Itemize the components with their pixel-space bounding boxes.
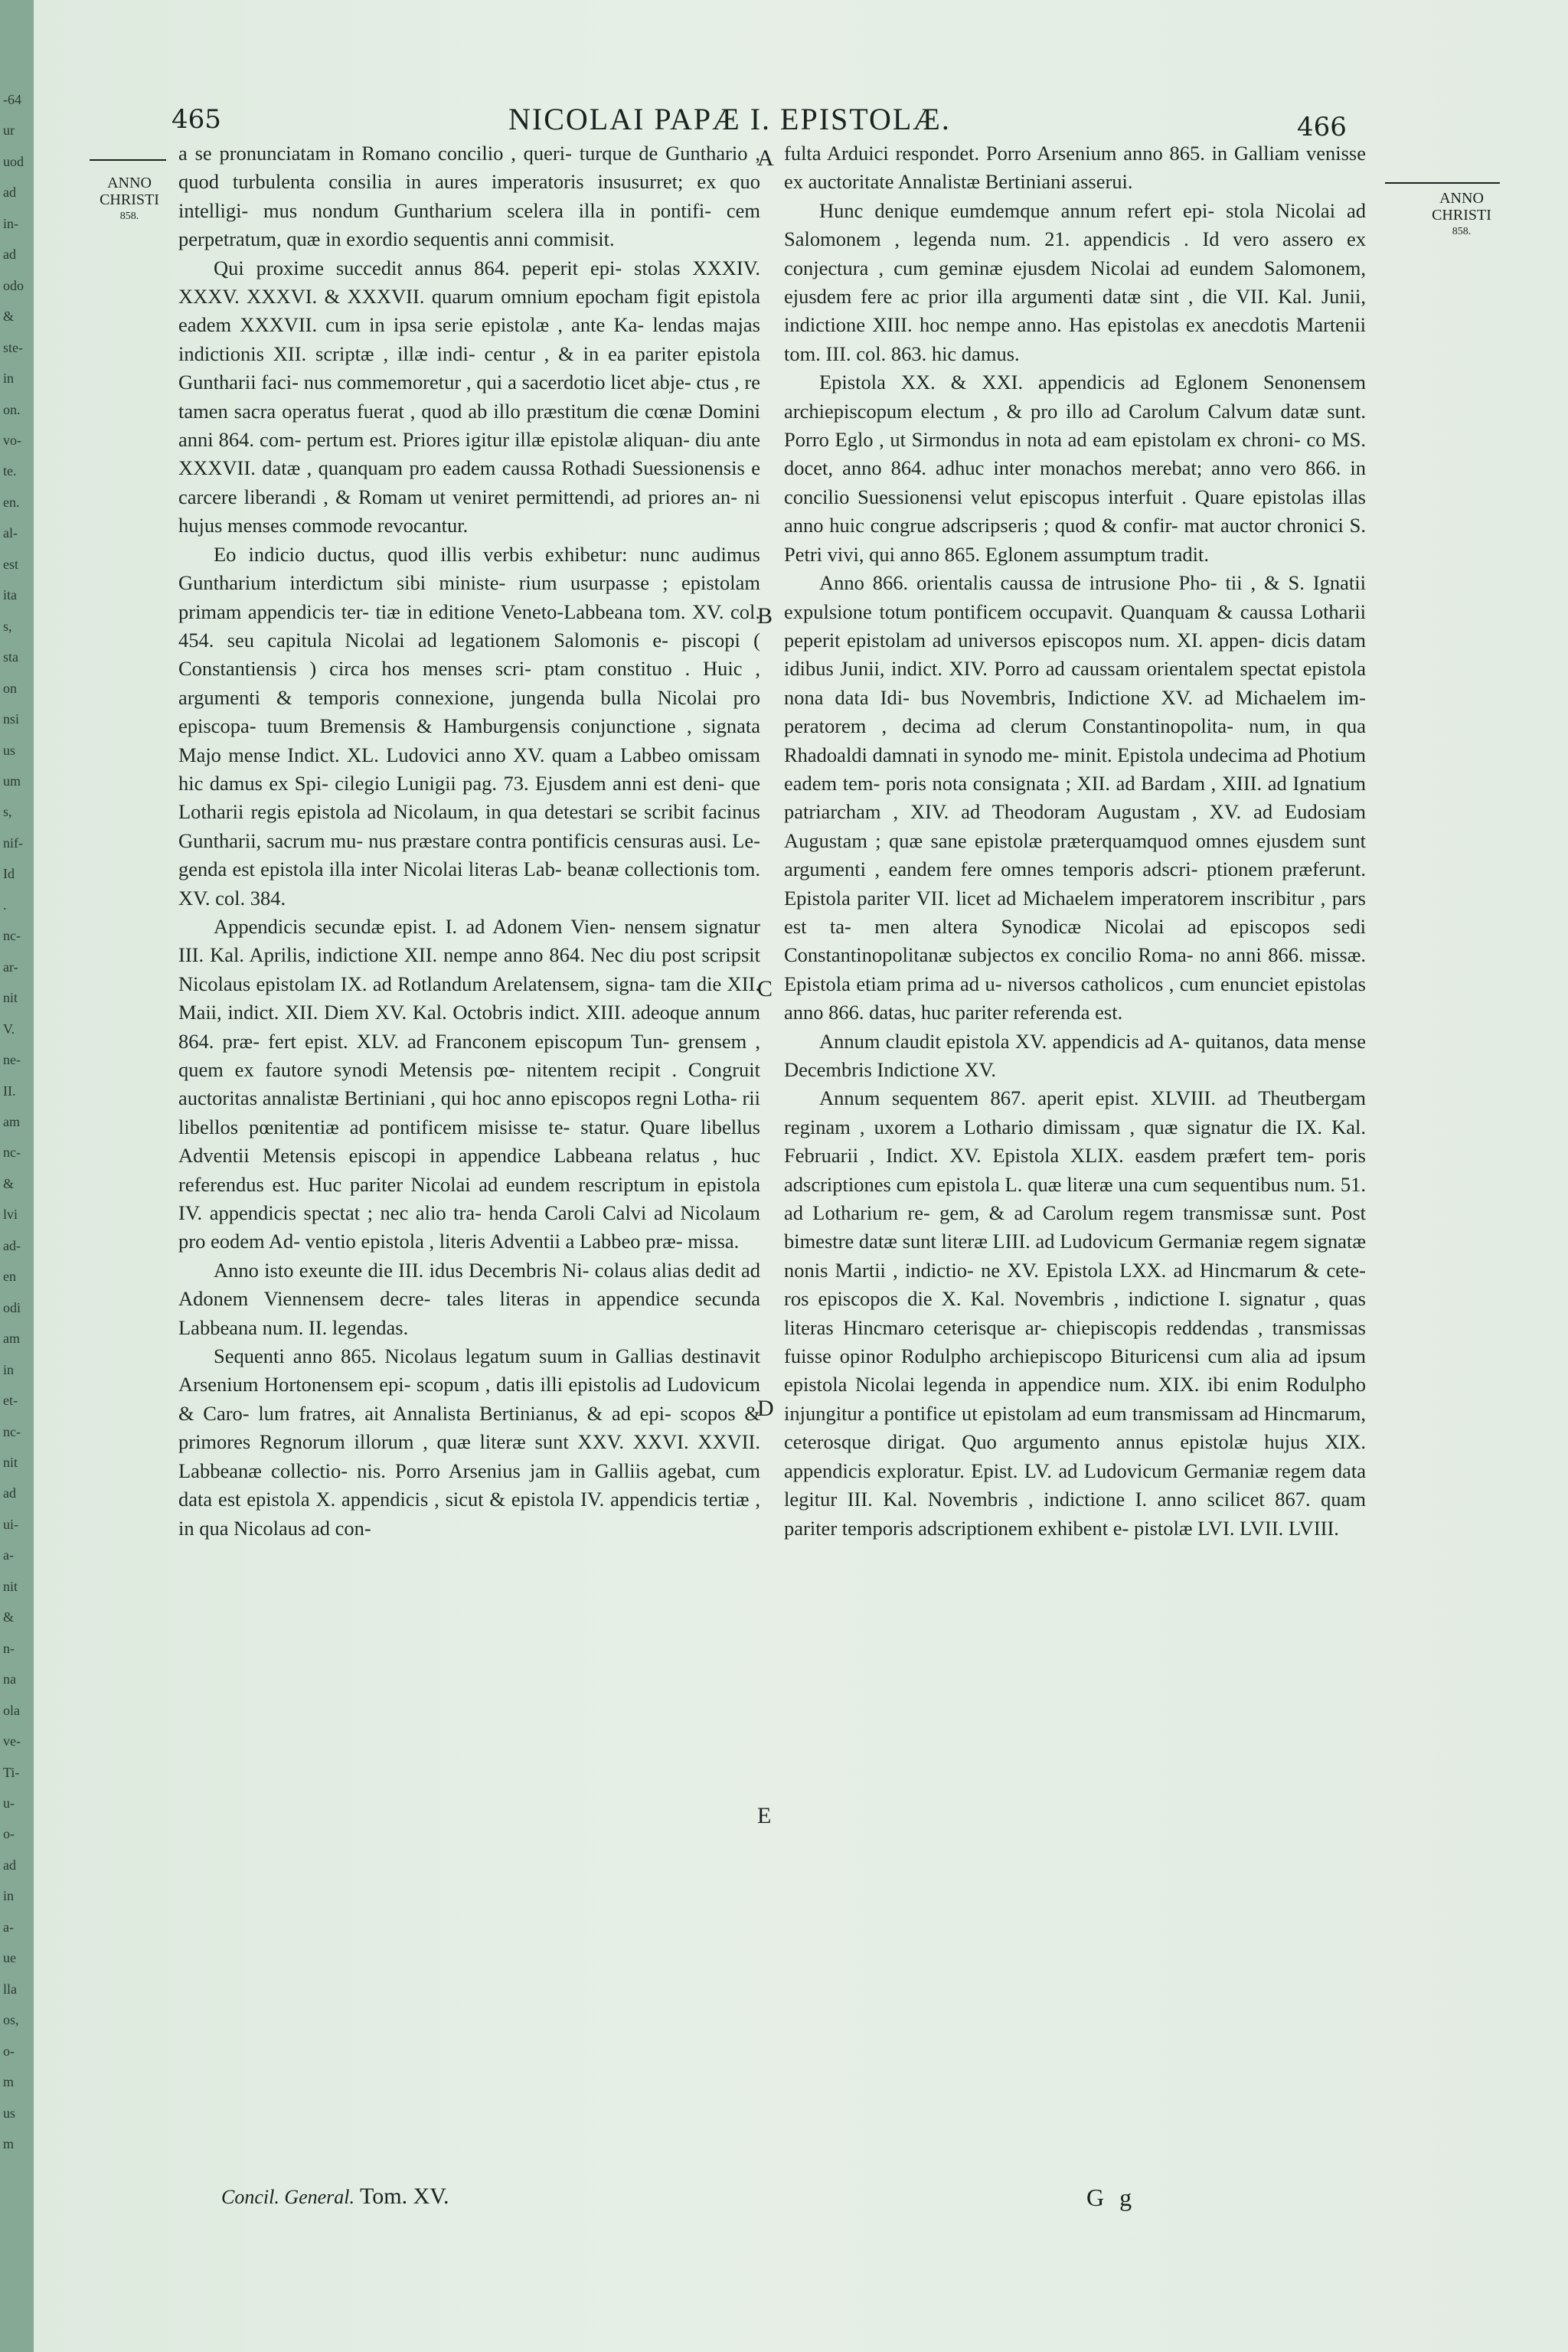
adjacent-page-fragment: Ti- bbox=[3, 1765, 20, 1780]
adjacent-page-strip bbox=[0, 0, 34, 2352]
book-page bbox=[34, 0, 1568, 2352]
paragraph: Appendicis secundæ epist. I. ad Adonem Vien- nensem signatur III. Kal. Aprilis, indictione XII. nempe anno 864. Nec diu post scripsit Nicolaus epistolam IX. ad Rotlandum Arelatensem, signa- tam die XII. Maii, indict. XII. Diem XV. Kal. Octobris indict. XIII. adeoque annum 864. præ- fert epist. XLV. ad Franconem episcopum Tun- grensem , quem ex fautore synodi Metensis pœ- nitentem recipit . Congruit auctoritas annalistæ Bertiniani , qui hoc anno episcopos regni Lotha- rii libellos pœnitentiæ ad pontificem misisse te- statur. Quare libellus Adventii Metensis episcopi in appendice Labbeana relatus , huc referendus est. Huc pariter Nicolai ad eundem rescriptum in epistola IV. appendicis spectat ; nec alio tra- henda Caroli Calvi ad Nicolaum pro eodem Ad- ventio epistola , literis Adventii a Labbeo præ- missa. bbox=[178, 914, 760, 1253]
page-title: NICOLAI PAPÆ I. EPISTOLÆ. bbox=[508, 102, 951, 136]
adjacent-page-fragment: m bbox=[3, 2136, 15, 2151]
adjacent-page-fragment: os, bbox=[3, 2012, 19, 2027]
adjacent-page-fragment: en bbox=[3, 1269, 16, 1284]
section-mark-e: E bbox=[757, 1803, 772, 1828]
adjacent-page-fragment: V. bbox=[3, 1021, 15, 1037]
adjacent-page-fragment: in bbox=[3, 1888, 15, 1903]
adjacent-page-fragment: Id bbox=[3, 866, 15, 881]
adjacent-page-fragment: & bbox=[3, 309, 15, 324]
adjacent-page-fragment: a- bbox=[3, 1919, 14, 1935]
adjacent-page-fragment: II. bbox=[3, 1083, 16, 1099]
right-column bbox=[784, 139, 1366, 1543]
paragraph: fulta Arduici respondet. Porro Arsenium anno 865. in Galliam venisse ex auctoritate Annalistæ Bertiniani asserui. bbox=[784, 142, 1366, 194]
adjacent-page-fragment: uod bbox=[3, 154, 24, 169]
margin-label-christi: CHRISTI bbox=[100, 191, 159, 208]
paragraph: a se pronunciatam in Romano concilio , queri- turque de Gunthario , quod turbulenta consilia in aures imperatoris insusurret; ex quo intelligi- mus nondum Guntharium scelera illa in pontifi- cem perpetratum, quæ in exordio sequentis anni commisit. bbox=[178, 142, 760, 251]
adjacent-page-fragment: -64 bbox=[3, 92, 21, 107]
adjacent-page-fragment: sta bbox=[3, 649, 18, 665]
adjacent-page-fragment: nit bbox=[3, 990, 18, 1005]
adjacent-page-fragment: us bbox=[3, 743, 16, 758]
adjacent-page-fragment: lla bbox=[3, 1981, 17, 1997]
adjacent-page-fragment: ad bbox=[3, 247, 16, 262]
adjacent-page-fragment: ve- bbox=[3, 1733, 21, 1749]
adjacent-page-fragment: nc- bbox=[3, 1424, 21, 1439]
margin-label-anno: ANNO bbox=[107, 175, 152, 191]
header-rule-left bbox=[90, 159, 166, 161]
adjacent-page-fragment: s, bbox=[3, 619, 12, 634]
adjacent-page-fragment: vo- bbox=[3, 433, 21, 448]
paragraph: Anno isto exeunte die III. idus Decembris Ni- colaus alias dedit ad Adonem Viennensem decre- tales literas in appendice secunda Labbeana num. II. legendas. bbox=[178, 1258, 760, 1339]
adjacent-page-fragment: ad bbox=[3, 1485, 16, 1501]
section-mark-c: C bbox=[757, 976, 773, 1001]
adjacent-page-fragment: in- bbox=[3, 216, 18, 231]
left-page-number: 465 bbox=[172, 104, 221, 135]
footer-citation-volume: Tom. XV. bbox=[360, 2184, 449, 2209]
adjacent-page-fragment: ar- bbox=[3, 959, 18, 975]
adjacent-page-fragment: nit bbox=[3, 1579, 18, 1594]
paragraph: Anno 866. orientalis caussa de intrusione Pho- tii , & S. Ignatii expulsione totum pontificem occupavit. Quanquam & caussa Lotharii peperit epistolam ad universos episcopos num. XI. appen- dicis datam idibus Junii, indict. XIV. Porro ad caussam orientalem spectat epistola nona data Idi- bus Novembris, Indictione XV. ad Michaelem im- peratorem , decima ad clerum Constantinopolita- num, in qua Rhadoaldi damnati in synodo me- minit. Epistola undecima ad Photium eadem tem- poris nota consignata ; XII. ad Bardam , XIII. ad Ignatium patriarcham , XIV. ad Theodoram Augustam , XV. ad Eudosiam Augustam ; quæ sane epistolæ præterquamquod omnes ejusdem sunt argumenti , eandem fere omnes temporis adscri- ptionem præferunt. Epistola pariter VII. licet ad Michaelem imperatorem inscribitur , pars est ta- men altera Synodicæ Nicolai ad episcopos sedi Constantinopolitanæ subjectos ex concilio Roma- no anni 866. missæ. Epistola etiam prima ad u- niversos catholicos , cum enunciet epistolas anno 866. datas, huc pariter referenda est. bbox=[784, 571, 1366, 1024]
adjacent-page-fragment: odi bbox=[3, 1300, 21, 1315]
adjacent-page-fragment: ne- bbox=[3, 1052, 21, 1067]
paragraph: Sequenti anno 865. Nicolaus legatum suum in Gallias destinavit Arsenium Hortonensem epi- scopum , datis illi epistolis ad Ludovicum & Caro- lum fratres, ait Annalista Bertinianus, & ad epi- scopos & primores Regnorum illorum , quæ literæ sunt XXV. XXVI. XXVII. Labbeanæ collectio- nis. Porro Arsenius jam in Galliis agebat, cum data est epistola X. appendicis , sicut & epistola IV. appendicis tertiæ , in qua Nicolaus ad con- bbox=[178, 1344, 760, 1540]
adjacent-page-fragment: ue bbox=[3, 1950, 16, 1965]
margin-year: 858. bbox=[119, 211, 139, 222]
adjacent-page-fragment: ola bbox=[3, 1703, 20, 1718]
adjacent-page-fragment: us bbox=[3, 2105, 16, 2121]
adjacent-page-fragment: ita bbox=[3, 587, 17, 603]
paragraph: Epistola XX. & XXI. appendicis ad Eglonem Senonensem archiepiscopum electum , & pro illo ad Carolum Calvum datæ sunt. Porro Eglo , ut Sirmondus in nota ad eam epistolam ex chroni- co MS. docet, anno 864. adhuc inter monachos merebat; anno vero 866. in concilio Suessionensi velut episcopus interfuit . Quare epistolas illas anno huic congrue adscripseris ; quod & confir- mat auctor chronici S. Petri vivi, qui anno 865. Eglonem assumptum tradit. bbox=[784, 371, 1366, 566]
footer-citation-italic: Concil. General. bbox=[221, 2186, 355, 2208]
adjacent-page-fragment: odo bbox=[3, 278, 24, 293]
margin-year-right bbox=[1419, 190, 1504, 240]
adjacent-page-fragment: nc- bbox=[3, 1145, 21, 1160]
adjacent-page-fragment: o- bbox=[3, 2043, 15, 2059]
header-rule-right bbox=[1385, 182, 1500, 184]
paragraph: Qui proxime succedit annus 864. peperit epi- stolas XXXIV. XXXV. XXXVI. & XXXVII. quarum omnium epocham figit epistola eadem XXXVII. cum in ipsa serie epistolæ , ante Ka- lendas majas indictionis XII. scriptæ , illæ indi- centur , & in ea pariter epistola Guntharii faci- nus commemoretur , qui a sacerdotio licet abje- ctus , re tamen sacra operatus fuerat , quod ab illo præstitum die cœnæ Domini anni 864. com- pertum est. Priores igitur illæ epistolæ aliquan- diu ante XXXVII. datæ , quanquam pro eadem caussa Rothadi Suessionensis e carcere liberandi , & Romam ut veniret permittendi, ad priores an- ni hujus menses commode revocantur. bbox=[178, 256, 760, 537]
adjacent-page-fragment: en. bbox=[3, 495, 20, 510]
signature-mark: G g bbox=[1086, 2184, 1137, 2211]
adjacent-page-fragment: nc- bbox=[3, 928, 21, 943]
margin-year-left bbox=[87, 175, 172, 225]
paragraph: Eo indicio ductus, quod illis verbis exhibetur: nunc audimus Guntharium interdictum sibi ministe- rium usurpasse ; epistolam primam appendicis ter- tiæ in editione Veneto-Labbeana tom. XV. col. 454. seu capitula Nicolai ad legationem Salomonis e- piscopi ( Constantiensis ) circa hos menses scri- ptam constituo . Huic , argumenti & temporis connexione, jungenda bulla Nicolai pro episcopa- tuum Bremensis & Hamburgensis conjunctione , signata Majo mense Indict. XL. Ludovici anno XV. quam a Labbeo omissam hic damus ex Spi- cilegio Lunigii pag. 73. Ejusdem anni est deni- que Lotharii regis epistola ad Nicolaum, in qua detestari se scribit facinus Guntharii, sacrum mu- nus præstare contra pontificis censuras ausi. Le- genda est epistola illa inter Nicolai literas Lab- beanæ collectionis tom. XV. col. 384. bbox=[178, 542, 760, 910]
adjacent-page-fragment: on bbox=[3, 681, 17, 696]
adjacent-page-fragment: ad bbox=[3, 1857, 16, 1873]
adjacent-page-fragment: et- bbox=[3, 1393, 18, 1408]
adjacent-page-fragment: ad bbox=[3, 185, 16, 200]
adjacent-page-fragment: am bbox=[3, 1114, 20, 1129]
paragraph: Annum sequentem 867. aperit epist. XLVIII. ad Theutbergam reginam , uxorem a Lothario dimissam , quæ signatur die IX. Kal. Februarii , Indict. XV. Epistola XLIX. easdem præfert tem- poris adscriptiones cum epistola L. quæ literæ una cum sequentibus num. 51. ad Lotharium re- gem, & ad Carolum regem transmissæ sunt. Post bimestre datæ sunt literæ LIII. ad Ludovicum Germaniæ regem signatæ nonis Martii , indictio- ne XV. Epistola LXX. ad Hincmarum & cete- ros episcopos die X. Kal. Novembris , indictione I. signatur , quas literas Hincmaro ceterisque ar- chiepiscopis reddendas , transmissas fuisse opinor Rodulpho archiepiscopo Bituricensi cum alia ad ipsum epistola Nicolai legenda in appendice num. XIX. ibi enim Rodulpho injungitur a pontifice ut epistolam ad eum transmissam ad Hincmarum, ceterosque dirigat. Quo argumento annus epistolæ hujus XIX. appendicis exploratur. Epist. LV. ad Ludovicum Germaniæ regem data legitur III. Kal. Novembris , indictione I. anno scilicet 867. quam pariter temporis adscriptionem exhibent e- pistolæ LVI. LVII. LVIII. bbox=[784, 1086, 1366, 1540]
adjacent-page-fragment: on. bbox=[3, 402, 21, 417]
running-header bbox=[34, 100, 1568, 145]
left-column bbox=[178, 139, 760, 1543]
adjacent-page-fragment: am bbox=[3, 1331, 20, 1346]
paragraph: Annum claudit epistola XV. appendicis ad A- quitanos, data mense Decembris Indictione XV. bbox=[784, 1029, 1366, 1081]
section-mark-a: A bbox=[757, 145, 774, 171]
adjacent-page-fragment: . bbox=[3, 897, 7, 913]
adjacent-page-fragment: n- bbox=[3, 1641, 15, 1656]
adjacent-page-fragment: a- bbox=[3, 1547, 14, 1563]
adjacent-page-fragment: um bbox=[3, 773, 21, 789]
section-mark-d: D bbox=[757, 1396, 774, 1421]
footer-citation bbox=[221, 2184, 449, 2210]
paragraph: Hunc denique eumdemque annum refert epi- stola Nicolai ad Salomonem , legenda num. 21. appendicis . Id vero assero ex conjectura , cum geminæ ejusdem Nicolai ad eundem Salomonem, ejusdem fere ac prior illa argumenti datæ sint , die VII. Kal. Junii, indictione XIII. hoc nempe anno. Has epistolas ex anecdotis Martenii tom. III. col. 863. hic damus. bbox=[784, 198, 1366, 365]
adjacent-page-fragment: & bbox=[3, 1609, 15, 1625]
adjacent-page-fragment: ui- bbox=[3, 1517, 18, 1532]
adjacent-page-fragment: ste- bbox=[3, 340, 23, 355]
adjacent-page-fragment: in bbox=[3, 1362, 15, 1377]
adjacent-page-fragment: in bbox=[3, 371, 15, 386]
margin-label-anno: ANNO bbox=[1439, 190, 1484, 207]
right-page-number: 466 bbox=[1297, 112, 1347, 142]
adjacent-page-fragment: al- bbox=[3, 525, 18, 541]
adjacent-page-fragment: nif- bbox=[3, 835, 23, 851]
adjacent-page-fragment: na bbox=[3, 1671, 16, 1687]
adjacent-page-fragment: o- bbox=[3, 1826, 15, 1841]
margin-year: 858. bbox=[1452, 226, 1472, 237]
adjacent-page-fragment: nsi bbox=[3, 711, 20, 727]
adjacent-page-fragment: lvi bbox=[3, 1207, 18, 1222]
adjacent-page-fragment: te. bbox=[3, 463, 17, 479]
adjacent-page-fragment: ad- bbox=[3, 1238, 21, 1253]
adjacent-page-fragment: nit bbox=[3, 1455, 18, 1470]
adjacent-page-fragment: u- bbox=[3, 1795, 15, 1811]
adjacent-page-fragment: ur bbox=[3, 122, 15, 138]
adjacent-page-fragment: s, bbox=[3, 804, 12, 819]
adjacent-page-fragment: m bbox=[3, 2074, 15, 2089]
section-mark-b: B bbox=[757, 603, 773, 629]
adjacent-page-fragment: & bbox=[3, 1176, 15, 1191]
adjacent-page-fragment: est bbox=[3, 557, 18, 572]
margin-label-christi: CHRISTI bbox=[1432, 207, 1491, 224]
